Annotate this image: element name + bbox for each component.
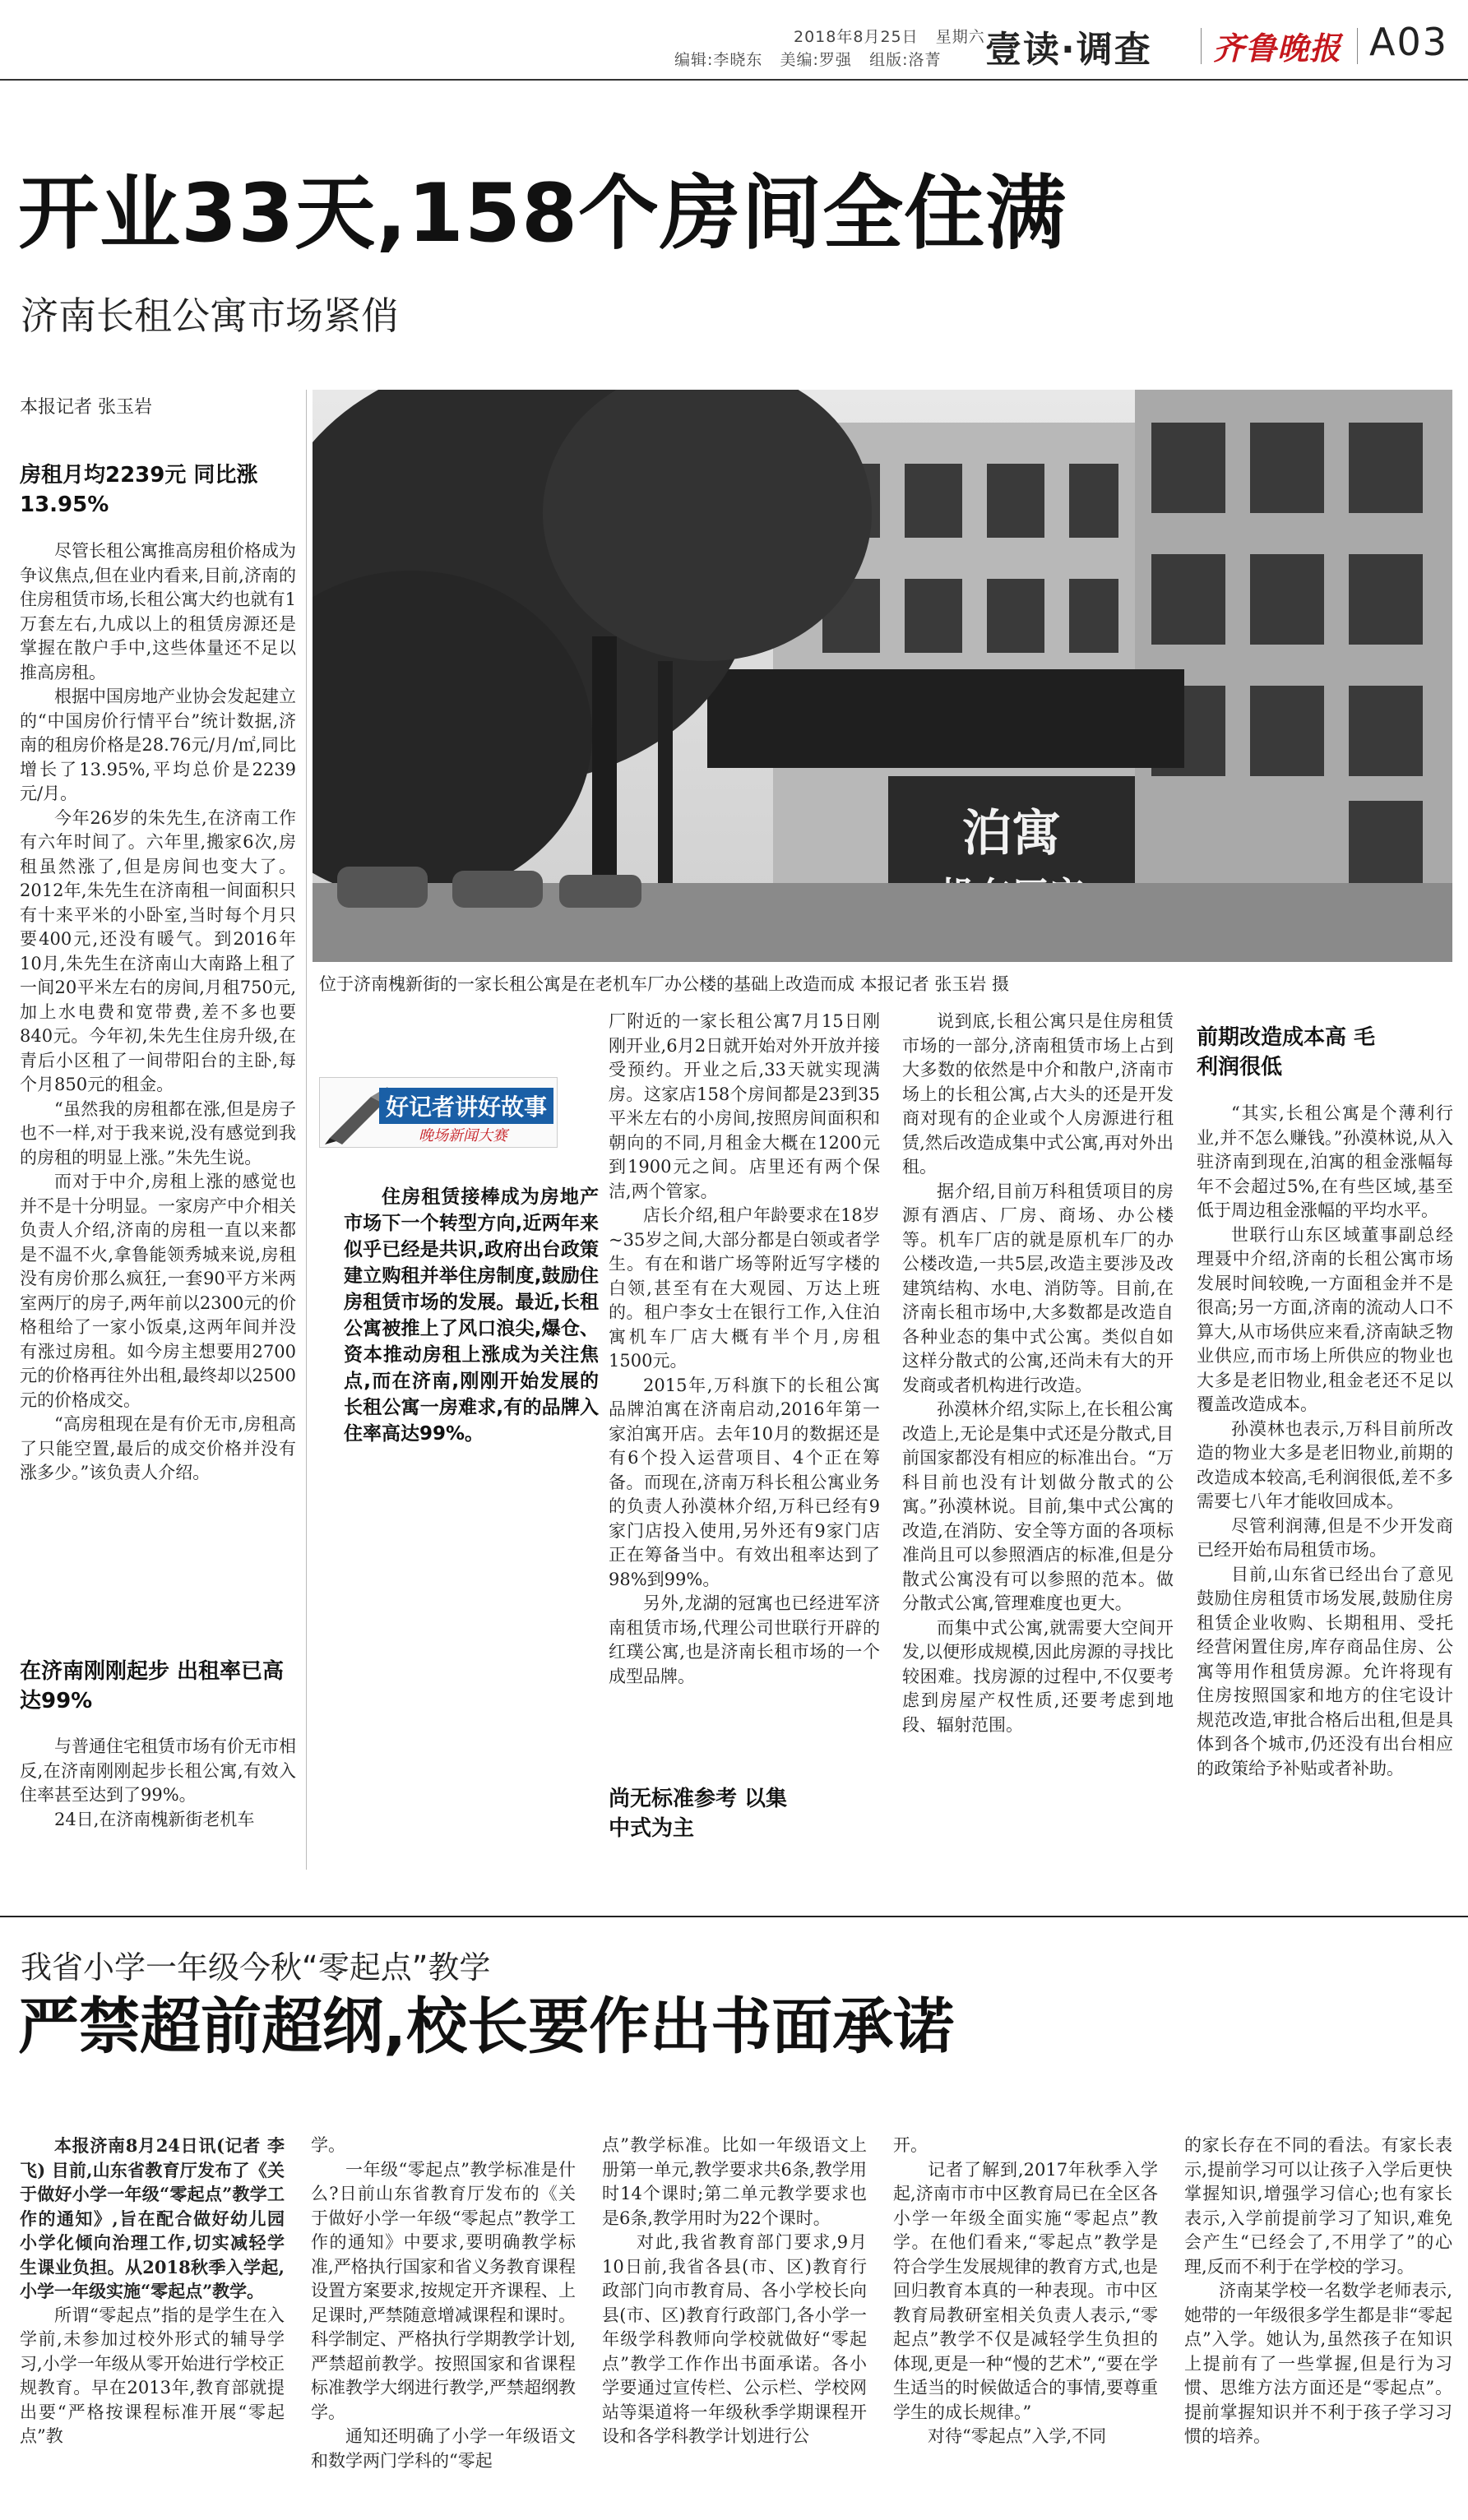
- paragraph: 记者了解到,2017年秋季入学起,济南市市中区教育局已在全区各小学一年级全面实施“零起点”教学。在他们看来,“零起点”教学是符合学生发展规律的教育方式,也是回归教育本真的一种表现。市中区教育局教研室相关负责人表示,“零起点”教学不仅是减轻学生负担的体现,更是一种“慢的艺术”,“要在学生适当的时候做适合的事情,要尊重学生的成长规律。”: [893, 2159, 1158, 2422]
- proofreader-credit: 组版:洛菁: [869, 51, 942, 69]
- article1-byline: 本报记者 张玉岩: [20, 397, 152, 418]
- article1-column4: [902, 1010, 1174, 1856]
- article1-column1b: [20, 1735, 296, 1866]
- paragraph: “其实,长租公寓是个薄利行业,并不怎么赚钱。”孙漠林说,从入驻济南到现在,泊寓的租金涨幅每年不会超过5%,在有些区域,基至低于周边租金涨幅的平均水平。: [1197, 1103, 1453, 1220]
- paragraph: 开。: [893, 2135, 928, 2155]
- paragraph: 另外,龙湖的冠寓也已经进军济南租赁市场,代理公司世联行开辟的红璞公寓,也是济南长租市场的一个成型品牌。: [609, 1593, 880, 1686]
- photo-sign-text: 泊寓: [962, 805, 1061, 862]
- paragraph: 所谓“零起点”指的是学生在入学前,未参加过校外形式的辅导学习,小学一年级从零开始进行学校正规教育。早在2013年,教育部就提出要“严格按课程标准开展“零起点”教: [20, 2305, 285, 2446]
- paragraph: 目前,山东省已经出台了意见鼓励住房租赁市场发展,鼓励住房租赁企业收购、长期租用、受托经营闲置住房,库存商品住房、公寓等用作租赁房源。允许将现有住房按照国家和地方的住宅设计规范改造,审批合格后出租,但是具体到各个城市,仍还没有出台相应的政策给予补贴或者补助。: [1197, 1564, 1453, 1778]
- paragraph: 店长介绍,租户年龄要求在18岁~35岁之间,大部分都是白领或者学生。有在和谐广场等附近写字楼的白领,甚至有在大观园、万达上班的。租户李女士在银行工作,入住泊寓机车厂店大概有半个月,房租1500元。: [609, 1205, 880, 1371]
- issue-weekday: 星期六: [935, 28, 985, 46]
- paragraph: 孙漠林介绍,实际上,在长租公寓改造上,无论是集中式还是分散式,目前国家都没有相应的标准出台。“万科目前也没有计划做分散式的公寓。”孙漠林说。目前,集中式公寓的改造,在消防、安全等方面的各项标准尚且可以参照酒店的标准,但是分散式公寓没有可以参照的范本。做分散式公寓,管理难度也更大。: [902, 1399, 1174, 1613]
- paragraph: 尽管利润薄,但是不少开发商已经开始布局租赁市场。: [1197, 1515, 1453, 1560]
- editor-line: [674, 48, 941, 70]
- paragraph: 本报济南8月24日讯(记者 李飞) 目前,山东省教育厅发布了《关于做好小学一年级“零起点”教学工作的通知》,旨在配合做好幼儿园小学化倾向治理工作,切实减轻学生课业负担。从2018秋季入学起,小学一年级实施“零起点”教学。: [20, 2135, 285, 2301]
- paragraph: 济南某学校一名数学老师表示,她带的一年级很多学生都是非“零起点”入学。她认为,虽然孩子在知识上提前有了一些掌握,但是行为习惯、思维方法方面还是“零起点”。提前掌握知识并不利于孩子学习习惯的培养。: [1184, 2281, 1452, 2446]
- page-number: A03: [1369, 20, 1449, 64]
- article2-column4: [893, 2134, 1158, 2512]
- article1-column5: [1197, 1102, 1453, 1866]
- article2-column3: [602, 2134, 867, 2512]
- newspaper-logo: 齐鲁晚报: [1213, 30, 1342, 67]
- section-name: 壹读·调查: [985, 29, 1152, 71]
- article2-column1: [20, 2134, 285, 2512]
- designer-credit: 美编:罗强: [780, 51, 852, 69]
- article2-column2: [311, 2134, 576, 2512]
- paragraph: 厂附近的一家长租公寓7月15日刚刚开业,6月2日就开始对外开放并接受预约。开业之后,33天就实现满房。这家店158个房间都是23到35平米左右的小房间,按照房间面积和朝向的不同,月租金大概在1200元到1900元之间。店里还有两个保洁,两个管家。: [609, 1011, 880, 1201]
- apartment-building-illustration: [313, 390, 1452, 962]
- article1-column1a: [20, 539, 296, 1625]
- article2-column5: [1184, 2134, 1452, 2512]
- apartment-photo: [313, 390, 1452, 962]
- paragraph: 尽管长租公寓推高房租价格成为争议焦点,但在业内看来,目前,济南的住房租赁市场,长租公寓大约也就有1万套左右,九成以上的租赁房源还是掌握在散户手中,这些体量还不足以推高房租。: [20, 541, 296, 682]
- subhead-rent-average: 房租月均2239元 同比涨13.95%: [20, 463, 258, 517]
- paragraph: 2015年,万科旗下的长租公寓品牌泊寓在济南启动,2016年第一家泊寓开店。去年10月的数据还是有6个投入运营项目、4个正在筹备。而现在,济南万科长租公寓业务的负责人孙漠林介绍,万科已经有9家门店投入使用,另外还有9家门店正在筹备当中。有效出租率达到了98%到99%。: [609, 1375, 880, 1589]
- issue-date-line: [794, 25, 985, 47]
- badge-subtitle: 晚场新闻大赛: [419, 1127, 507, 1144]
- paragraph: 与普通住宅租赁市场有价无市相反,在济南刚刚起步长租公寓,有效入住率甚至达到了99%。: [20, 1736, 296, 1805]
- paragraph: 根据中国房地产业协会发起建立的“中国房价行情平台”统计数据,济南的租房价格是28.76元/月/㎡,同比增长了13.95%,平均总价是2239元/月。: [20, 687, 296, 803]
- article2-headline: 严禁超前超纲,校长要作出书面承诺: [18, 1991, 955, 2062]
- paragraph: 而对于中介,房租上涨的感觉也并不是十分明显。一家房产中介相关负责人介绍,济南的房租一直以来都是不温不火,拿鲁能领秀城来说,房租没有房价那么疯狂,一套90平方米两室两厅的房子,两年前以2300元的价格租给了一家小饭桌,这两年间并没有涨过房租。如今房主想要用2700元的价格再往外出租,最终却以2500元的价格成交。: [20, 1172, 296, 1410]
- paragraph: 一年级“零起点”教学标准是什么?日前山东省教育厅发布的《关于做好小学一年级“零起点”教学工作的通知》中要求,要明确教学标准,严格执行国家和省义务教育课程设置方案要求,按规定开齐课程、上足课时,严禁随意增减课程和课时。科学制定、严格执行学期教学计划,严禁超前教学。按照国家和省课程标准教学大纲进行教学,严禁超纲教学。: [311, 2159, 576, 2422]
- subhead-low-margin: 前期改造成本高 毛利润很低: [1197, 1025, 1376, 1080]
- badge-title: 好记者讲好故事: [379, 1088, 553, 1124]
- paragraph: “高房租现在是有价无市,房租高了只能空置,最后的成交价格并没有涨多少。”该负责人介绍。: [20, 1414, 296, 1482]
- paragraph: 今年26岁的朱先生,在济南工作有六年时间了。六年里,搬家6次,房租虽然涨了,但是房间也变大了。2012年,朱先生在济南租一间面积只有十来平米的小卧室,当时每个月只要400元,还没有暖气。到2016年10月,朱先生在济南山大南路上租了一间20平米左右的房间,月租750元,加上水电费和宽带费,差不多也要840元。今年初,朱先生住房升级,在青后小区租了一间带阳台的主卧,每个月850元的租金。: [20, 807, 296, 1094]
- article1-column3: [609, 1010, 880, 1733]
- subhead-no-standard: 尚无标准参考 以集中式为主: [609, 1787, 788, 1841]
- paragraph: 孙漠林也表示,万科目前所改造的物业大多是老旧物业,前期的改造成本较高,毛利润很低,差不多需要七八年才能收回成本。: [1197, 1418, 1453, 1511]
- article1-subheadline: 济南长租公寓市场紧俏: [21, 294, 399, 338]
- article2-kicker: 我省小学一年级今秋“零起点”教学: [21, 1949, 491, 1986]
- photo-caption: 位于济南槐新街的一家长租公寓是在老机车厂办公楼的基础上改造而成 本报记者 张玉岩 摄: [319, 974, 1010, 994]
- paragraph: 对待“零起点”入学,不同: [928, 2426, 1107, 2446]
- editor-credit: 编辑:李晓东: [674, 51, 763, 69]
- paragraph: 对此,我省教育部门要求,9月10日前,我省各县(市、区)教育行政部门向市教育局、各小学校长向县(市、区)教育行政部门,各小学一年级学科教师向学校就做好“零起点”教学工作作出书面承诺。各小学要通过宣传栏、公示栏、学校网站等渠道将一年级秋季学期课程开设和各学科教学计划进行公: [602, 2232, 867, 2446]
- paragraph: 说到底,长租公寓只是住房租赁市场的一部分,济南租赁市场上占到大多数的依然是中介和散户,济南市场上的长租公寓,占大头的还是开发商对现有的企业或个人房源进行租赁,然后改造成集中式公寓,再对外出租。: [902, 1011, 1174, 1177]
- paragraph: 点”教学标准。比如一年级语文上册第一单元,教学要求共6条,教学用时14个课时;第二单元教学要求也是6条,教学用时为22个课时。: [602, 2135, 867, 2228]
- issue-date: 2018年8月25日: [794, 28, 919, 46]
- paragraph: “虽然我的房租都在涨,但是房子也不一样,对于我来说,没有感觉到我的房租的明显上涨。”朱先生说。: [20, 1098, 296, 1168]
- paragraph: 学。: [311, 2135, 345, 2155]
- reporter-story-badge: [319, 1077, 558, 1148]
- paragraph: 的家长存在不同的看法。有家长表示,提前学习可以让孩子入学后更快掌握知识,增强学习信心;也有家长表示,入学前提前学习了知识,难免会产生“已经会了,不用学了”的心理,反而不利于在学校的学习。: [1184, 2135, 1452, 2277]
- paragraph: 世联行山东区域董事副总经理聂中介绍,济南的长租公寓市场发展时间较晚,一方面租金并不是很高;另一方面,济南的流动人口不算大,从市场供应来看,济南缺乏物业供应,而市场上所供应的物业也大多是老旧物业,租金老还不足以覆盖改造成本。: [1197, 1224, 1453, 1414]
- paragraph: 24日,在济南槐新街老机车: [54, 1809, 255, 1829]
- article1-summary: 住房租赁接棒成为房地产市场下一个转型方向,近两年来似乎已经是共识,政府出台政策建立购租并举住房制度,鼓励住房租赁市场的发展。最近,长租公寓被推上了风口浪尖,爆仓、资本推动房租上涨成为关注焦点,而在济南,刚刚开始发展的长租公寓一房难求,有的品牌入住率高达99%。: [344, 1186, 599, 1445]
- paragraph: 据介绍,目前万科租赁项目的房源有酒店、厂房、商场、办公楼等。机车厂店的就是原机车厂的办公楼改造,一共5层,改造主要涉及改建筑结构、水电、消防等。目前,在济南长租市场中,大多数都是改造自各种业态的集中式公寓。类似自如这样分散式的公寓,还尚未有大的开发商或者机构进行改造。: [902, 1181, 1174, 1395]
- paragraph: 通知还明确了小学一年级语文和数学两门学科的“零起: [311, 2426, 576, 2471]
- paragraph: 而集中式公寓,就需要大空间开发,以便形成规模,因此房源的寻找比较困难。找房源的过程中,不仅要考虑到房屋产权性质,还要考虑到地段、辐射范围。: [902, 1617, 1174, 1735]
- article1-headline: 开业33天,158个房间全住满: [18, 167, 1067, 261]
- subhead-occupancy: 在济南刚刚起步 出租率已高达99%: [20, 1659, 285, 1713]
